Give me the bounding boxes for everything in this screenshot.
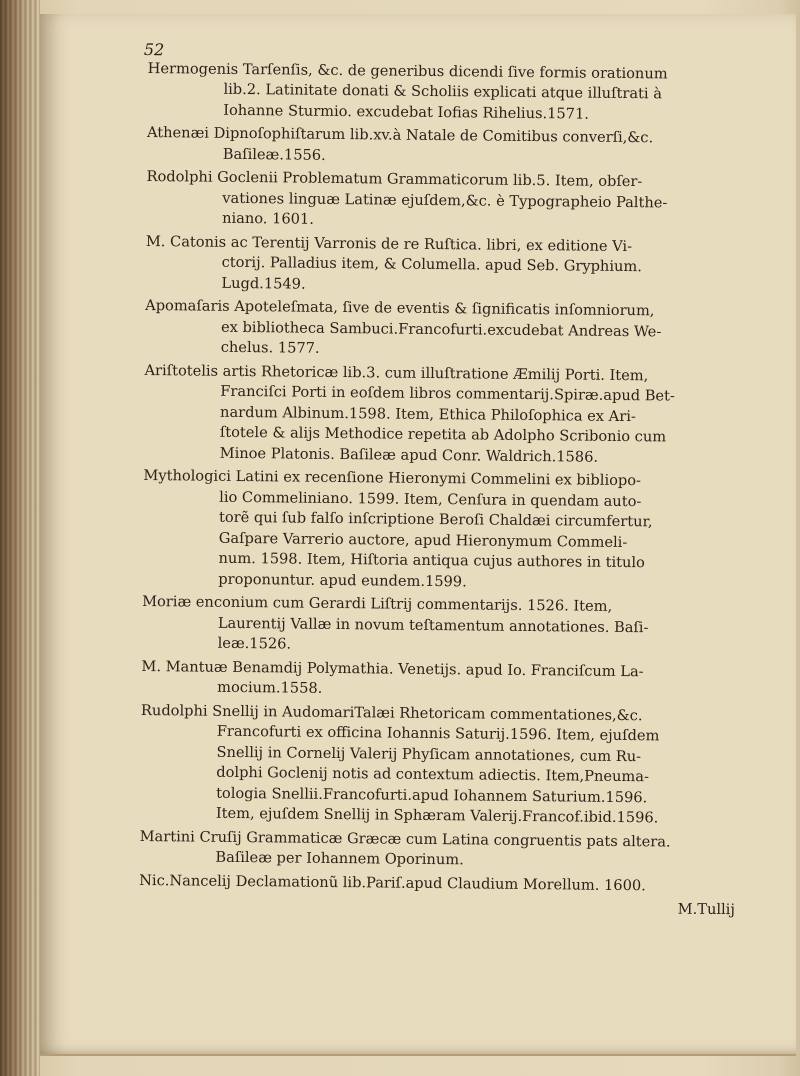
page-number: 52	[143, 39, 165, 60]
page-text	[139, 40, 748, 921]
page	[40, 14, 796, 1056]
catalog-entry: Rodolphi Goclenii Problematum Grammaticorum lib.5. Item, obſer- vationes linguæ Latinæ ejuſdem,&c. è Typographeio Palthe- niano. 1601.	[146, 167, 668, 228]
catalog-entry: Martini Cruſij Grammaticæ Græcæ cum Latina congruentis pats altera. Baſileæ per Iohannem Oporinum.	[139, 827, 671, 869]
catalog-entry: Moriæ enconium cum Gerardi Liſtrij commentarijs. 1526. Item, Laurentij Vallæ in novum teſtamentum annotationes. Baſi- leæ.1526.	[142, 592, 649, 653]
catalog-entry: M. Mantuæ Benamdij Polymathia. Venetijs. apud Io. Franciſcum La- mocium.1558.	[141, 657, 644, 697]
catalog-entry: Hermogenis Tarſenſis, &c. de generibus dicendi ſive formis orationum lib.2. Latinitate donati & Scholiis explicati atque illuſtrati à Iohanne Sturmio. excudebat Iofias Rihelius.1571.	[147, 59, 668, 123]
catalog-entry: Mythologici Latini ex recenſione Hieronymi Commelini ex bibliopo- lio Commeliniano. 1599. Item, Cenſura in quendam auto- torẽ qui ſub falſo inſcriptione Beroſi Chaldæi circumfertur, Gaſpare Varrerio auctore, apud Hieronymum Commeli- num. 1598. Item, Hiſtoria antiqua cujus authores in titulo proponuntur. apud eundem.1599.	[143, 466, 653, 590]
catchword: M.Tullij	[677, 900, 736, 919]
catalog-entry: Nic.Nancelij Declamationũ lib.Pariſ.apud Claudium Morellum. 1600.	[139, 871, 646, 894]
catalog-entry: M. Catonis ac Terentij Varronis de re Ruſtica. libri, ex editione Vi- ctorij. Palladius item, & Columella. apud Seb. Gryphium. Lugd.1549.	[145, 232, 643, 293]
catalog-entry: Ariſtotelis artis Rhetoricæ lib.3. cum illuſtratione Æmilij Porti. Item, Franciſci Porti in eoſdem libros commentarij.Spiræ.apud Bet- nardum Albinum.1598. Item, Ethica Philoſophica ex Ari- ſtotele & alijs Methodice repetita ab Adolpho Scribonio cum Minoe Platonis. Baſileæ apud Conr. Waldrich.1586.	[144, 361, 675, 466]
catalog-entry: Rudolphi Snellij in AudomariTalæi Rhetoricam commentationes,&c. Francofurti ex officina Iohannis Saturij.1596. Item, ejuſdem Snellij in Cornelij Valerij Phyſicam annotationes, cum Ru- dolphi Goclenij notis ad contextum adiectis. Item,Pneuma- tologia Snellii.Francofurti.apud Iohannem Saturium.1596. Item, ejuſdem Snellij in Sphæram Valerij.Francof.ibid.1596.	[140, 701, 660, 827]
catalog-entry: Apomaſaris Apoteleſmata, ſive de eventis & ſignificatis inſomniorum, ex bibliotheca Sambuci.Francofurti.excudebat Andreas We- chelus. 1577.	[145, 296, 662, 357]
catalog-entry: Athenæi Dipnoſophiſtarum lib.xv.à Natale de Comitibus converſi,&c. Baſileæ.1556.	[146, 123, 654, 164]
book-gutter	[0, 0, 40, 1076]
